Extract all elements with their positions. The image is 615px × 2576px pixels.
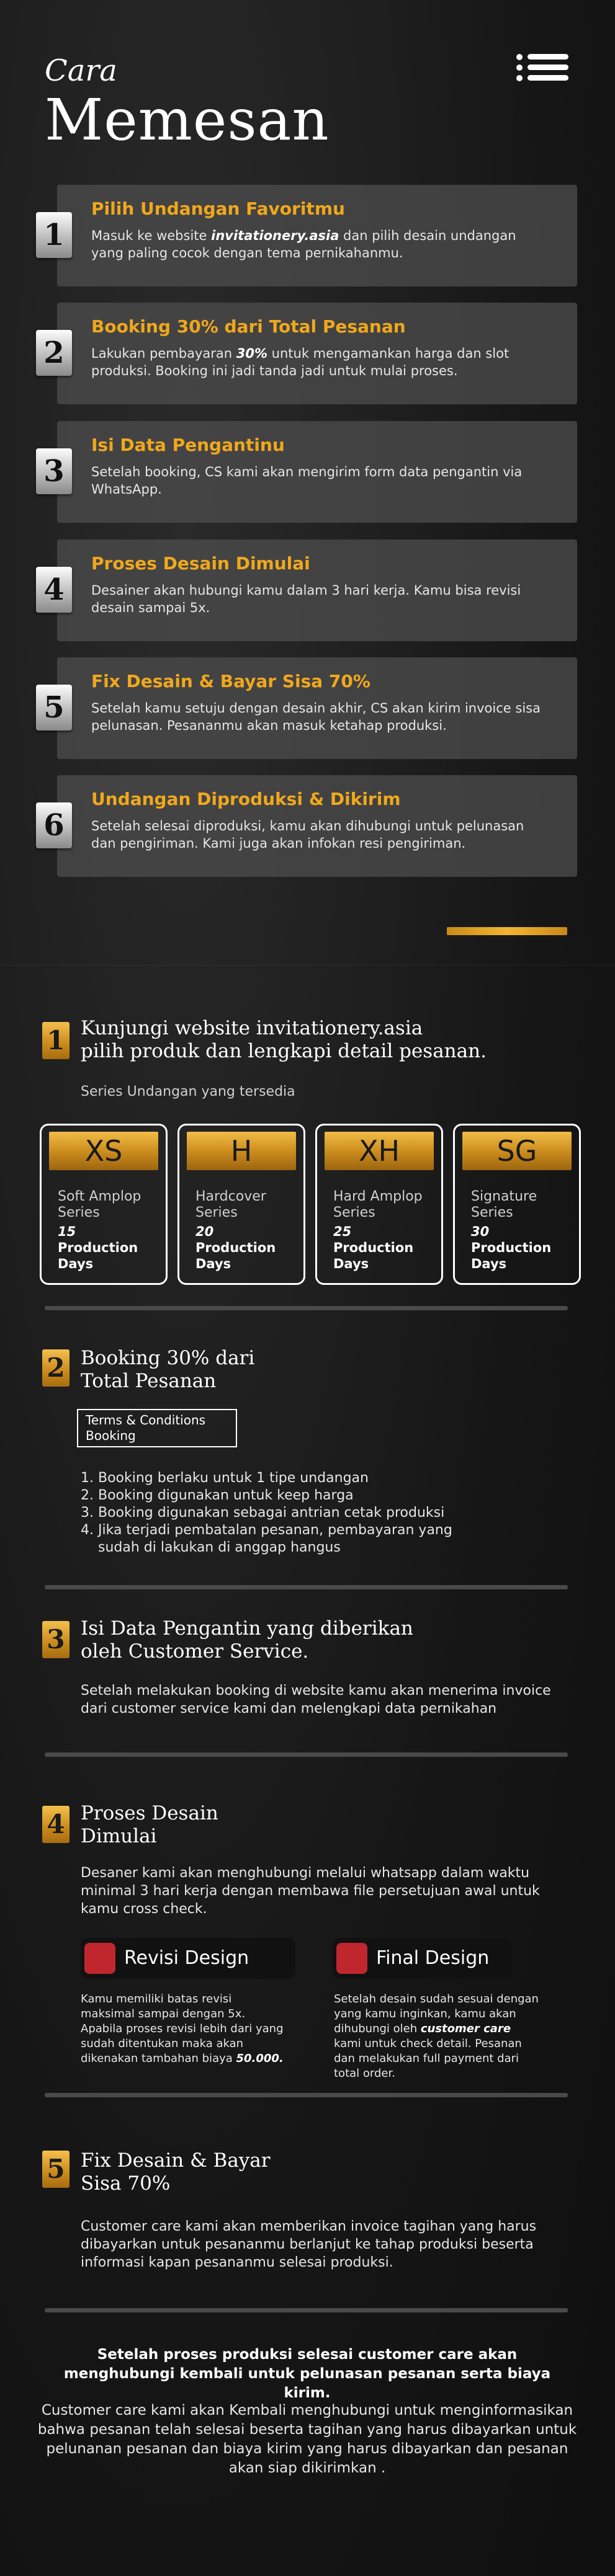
section-text-3: Setelah melakukan booking di website kamu akan menerima invoice dari customer service kami dan melengkapi data pernikahan [81, 1683, 551, 1717]
section-title-4: Proses Desain Dimulai [81, 1802, 218, 1847]
red-square-icon [84, 1943, 115, 1974]
section-number-1: 1 [42, 1022, 70, 1059]
section-title-3: Isi Data Pengantin yang diberikan oleh Customer Service. [81, 1617, 413, 1663]
series-code: XS [49, 1132, 158, 1170]
series-days: 25 Production Days [333, 1224, 414, 1271]
section-number-3: 3 [42, 1621, 70, 1658]
section-title-2: Booking 30% dari Total Pesanan [81, 1347, 255, 1392]
step-card-6 [57, 775, 577, 877]
step-text: Desainer akan hubungi kamu dalam 3 hari kerja. Kamu bisa revisi desain sampai 5x. [91, 583, 521, 615]
page-title: Memesan [45, 87, 330, 153]
step-text: Lakukan pembayaran 30% untuk mengamankan harga dan slot produksi. Booking ini jadi tanda jadi untuk mulai proses. [91, 346, 510, 378]
step-number-5: 5 [36, 685, 72, 731]
divider [45, 1306, 568, 1310]
step-title: Proses Desain Dimulai [91, 553, 310, 574]
section-text-5: Customer care kami akan memberikan invoice tagihan yang harus dibayarkan untuk pesananmu berlanjut ke tahap produksi beserta informasi kapan pesananmu selesai produksi. [81, 2219, 537, 2270]
series-code: XH [325, 1132, 434, 1170]
series-label: Series Undangan yang tersedia [81, 1084, 295, 1099]
final-design-text: Setelah desain sudah sesuai dengan yang kamu inginkan, kamu akan dihubungi oleh customer care kami untuk check detail. Pesanan dan melakukan full payment dari total order. [334, 1992, 539, 2080]
step-title: Booking 30% dari Total Pesanan [91, 316, 406, 337]
step-title: Isi Data Pengantinu [91, 435, 285, 455]
step-title: Undangan Diproduksi & Dikirim [91, 789, 401, 809]
series-name: Signature Series [471, 1189, 537, 1220]
page-title-script: Cara [45, 53, 117, 88]
booking-rules-list [81, 1470, 478, 1557]
section-title-1: Kunjungi website invitationery.asia pilih produk dan lengkapi detail pesanan. [81, 1017, 487, 1062]
step-card-1 [57, 185, 577, 286]
section-divider [0, 965, 615, 966]
step-text: Setelah selesai diproduksi, kamu akan dihubungi untuk pelunasan dan pengiriman. Kami juga akan infokan resi pengiriman. [91, 819, 524, 851]
series-name: Soft Amplop Series [58, 1189, 141, 1220]
series-card-xh[interactable] [315, 1124, 443, 1285]
step-number-1: 1 [36, 212, 72, 258]
list-item: 1. Booking berlaku untuk 1 tipe undangan [81, 1470, 369, 1486]
section-number-5: 5 [42, 2151, 70, 2188]
section-title-5: Fix Desain & Bayar Sisa 70% [81, 2149, 271, 2195]
series-name: Hardcover Series [195, 1189, 266, 1220]
revisi-design-text: Kamu memiliki batas revisi maksimal sampai dengan 5x. Apabila proses revisi lebih dari yang sudah ditentukan maka akan dikenakan tambahan biaya 50.000. [81, 1992, 284, 2065]
series-card-xs[interactable] [40, 1124, 168, 1285]
section-text-4: Desaner kami akan menghubungi melalui whatsapp dalam waktu minimal 3 hari kerja dengan membawa file persetujuan awal untuk kamu cross check. [81, 1865, 540, 1917]
step-text: Masuk ke website invitationery.asia dan pilih desain undangan yang paling cocok dengan tema pernikahanmu. [91, 228, 516, 260]
series-name: Hard Amplop Series [333, 1189, 423, 1220]
divider [45, 1585, 568, 1589]
divider [45, 1752, 568, 1757]
closing-heading: Setelah proses produksi selesai customer care akan menghubungi kembali untuk pelunasan pesanan serta biaya kirim. [63, 2347, 551, 2401]
terms-conditions-box: Terms & Conditions Booking [77, 1409, 237, 1447]
step-title: Fix Desain & Bayar Sisa 70% [91, 671, 370, 691]
gold-accent-divider [447, 927, 567, 935]
divider [45, 2308, 568, 2312]
divider [45, 2093, 568, 2097]
step-text: Setelah booking, CS kami akan mengirim form data pengantin via WhatsApp. [91, 464, 523, 497]
final-design-label: Final Design [333, 1938, 513, 1979]
series-days: 20 Production Days [195, 1224, 276, 1271]
series-code: SG [462, 1132, 572, 1170]
step-card-2 [57, 303, 577, 404]
step-title: Pilih Undangan Favoritmu [91, 198, 345, 219]
hamburger-menu-icon[interactable] [516, 53, 568, 82]
step-number-4: 4 [36, 567, 72, 613]
step-card-3 [57, 421, 577, 523]
step-number-6: 6 [36, 802, 72, 848]
revisi-design-label: Revisi Design [81, 1938, 295, 1979]
series-card-sg[interactable] [453, 1124, 581, 1285]
list-item: 2. Booking digunakan untuk keep harga [81, 1488, 354, 1503]
series-code: H [187, 1132, 296, 1170]
section-number-4: 4 [42, 1806, 70, 1843]
step-number-3: 3 [36, 448, 72, 494]
list-item: 3. Booking digunakan sebagai antrian cetak produksi [81, 1505, 445, 1521]
series-days: 15 Production Days [58, 1224, 138, 1271]
step-text: Setelah kamu setuju dengan desain akhir, CS akan kirim invoice sisa pelunasan. Pesananmu akan masuk ketahap produksi. [91, 701, 541, 733]
red-square-icon [336, 1943, 367, 1974]
series-card-h[interactable] [177, 1124, 305, 1285]
step-number-2: 2 [36, 330, 72, 376]
step-card-5 [57, 657, 577, 759]
section-number-2: 2 [42, 1349, 70, 1387]
step-card-4 [57, 540, 577, 641]
list-item: 4. Jika terjadi pembatalan pesanan, pembayaran yang sudah di lakukan di anggap hangus [81, 1522, 452, 1555]
closing-text: Customer care kami akan Kembali menghubungi untuk menginformasikan bahwa pesanan telah selesai beserta tagihan yang harus dibayarkan untuk pelunanan pesanan dan biaya kirim yang harus dibayarkan dan pesanan akan siap dikirimkan . [37, 2402, 577, 2476]
series-days: 30 Production Days [471, 1224, 552, 1271]
